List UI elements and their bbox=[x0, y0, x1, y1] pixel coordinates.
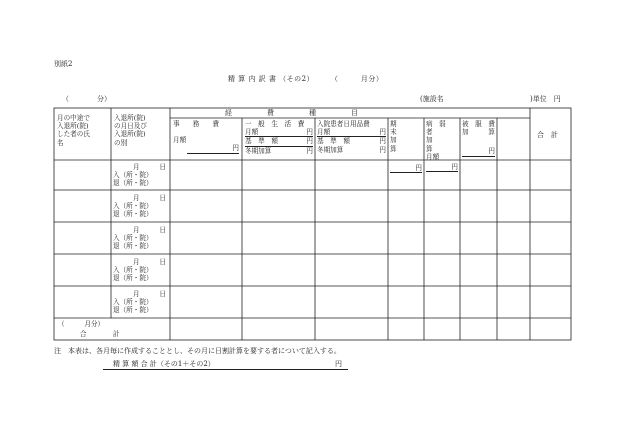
row-out: 退（所・院） bbox=[113, 179, 153, 188]
col-header-date bbox=[114, 114, 168, 147]
row-month-day: 月 日 bbox=[133, 163, 166, 171]
month-label: （ 分） bbox=[62, 95, 111, 103]
kimatsu-line-2: 加 算 bbox=[390, 136, 417, 153]
hifuku-line-2: 加 算 bbox=[462, 128, 495, 137]
kimatsu-yen: 円 bbox=[390, 164, 422, 173]
row-out: 退（所・院） bbox=[113, 306, 153, 315]
col-name-line-2: 入退所(院) bbox=[57, 122, 89, 131]
subheader-ippan bbox=[245, 120, 313, 155]
row-month-day: 月 日 bbox=[133, 226, 166, 234]
row-in: 入（所・院） bbox=[113, 234, 153, 243]
total-header: 合 計 bbox=[537, 131, 558, 139]
byojaku-line-2: 加 算 bbox=[426, 136, 453, 153]
subheader-jimu bbox=[173, 120, 239, 160]
subheader-nyuin bbox=[317, 120, 386, 154]
row-out: 退（所・院） bbox=[113, 242, 153, 251]
hifuku-yen: 円 bbox=[462, 147, 495, 156]
row-month-day: 月 日 bbox=[133, 290, 166, 298]
expense-header: 経 費 種 目 bbox=[225, 109, 358, 117]
ippan-winter-row: 冬期加算 円 bbox=[245, 146, 313, 155]
col-date-line-4: の別 bbox=[114, 138, 128, 147]
annex-label: 別紙2 bbox=[54, 60, 73, 68]
facility-name: (施設名 bbox=[420, 95, 444, 103]
row-in: 入（所・院） bbox=[113, 202, 153, 211]
nyuin-monthly-row: 月額 円 bbox=[317, 128, 386, 137]
byojaku-yen: 円 bbox=[426, 163, 458, 172]
row-out: 退（所・院） bbox=[113, 274, 153, 283]
row-out: 退（所・院） bbox=[113, 210, 153, 219]
row-in: 入（所・院） bbox=[113, 298, 153, 307]
ippan-label: 一 般 生 活 費 bbox=[245, 120, 305, 128]
footnote: 注 本表は、各月毎に作成することとし、その月に日割計算を要する者について記入する。 bbox=[54, 347, 341, 355]
kimatsu-line-1: 期 末 bbox=[390, 120, 417, 137]
byojaku-line-1: 病 弱 者 bbox=[426, 120, 453, 137]
hifuku-line-1: 被 服 費 bbox=[462, 120, 495, 128]
summary-total bbox=[103, 360, 348, 370]
unit-label: )単位 円 bbox=[530, 95, 561, 103]
subheader-kimatsu bbox=[390, 120, 422, 173]
nyuin-label: 入院患者日用品費 bbox=[317, 120, 370, 128]
col-name-line-4: 名 bbox=[57, 138, 64, 147]
jimu-monthly: 月額 bbox=[173, 136, 187, 145]
col-date-line-3: 入退所(院) bbox=[114, 130, 146, 139]
nyuin-kijun-row: 基 準 額 円 bbox=[317, 137, 386, 146]
total-row-label: 合 計 bbox=[80, 330, 120, 338]
summary-yen: 円 bbox=[335, 360, 342, 368]
table-row bbox=[113, 226, 168, 251]
row-in: 入（所・院） bbox=[113, 266, 153, 275]
col-date-line-1: 入退所(院) bbox=[114, 114, 146, 122]
table-row bbox=[113, 163, 168, 188]
title-month: （ 月分） bbox=[330, 75, 384, 83]
jimu-yen: 円 bbox=[187, 144, 239, 153]
title-text: 精 算 内 訳 書 （その2） bbox=[228, 75, 315, 83]
ippan-kijun-row: 基 準 額 円 bbox=[245, 137, 313, 146]
col-name-line-1: 月の中途で bbox=[57, 114, 90, 122]
total-row-month: （ 月分） bbox=[58, 320, 105, 328]
table-row bbox=[113, 258, 168, 283]
subheader-hifuku bbox=[462, 120, 495, 157]
byojaku-monthly: 月額 bbox=[426, 152, 440, 161]
col-header-name bbox=[57, 114, 109, 147]
col-date-line-2: の月日及び bbox=[114, 122, 147, 131]
table-row bbox=[113, 290, 168, 315]
ippan-monthly-row: 月額 円 bbox=[245, 128, 313, 137]
table-row bbox=[113, 194, 168, 219]
jimu-label: 事 務 費 bbox=[173, 120, 220, 128]
col-name-line-3: した者の氏 bbox=[57, 130, 90, 139]
nyuin-winter-row: 冬期加算 円 bbox=[317, 145, 386, 154]
summary-label: 精 算 額 合 計（その1＋その2） bbox=[113, 360, 215, 368]
row-month-day: 月 日 bbox=[133, 258, 166, 266]
row-month-day: 月 日 bbox=[133, 194, 166, 202]
subheader-byojaku bbox=[426, 120, 458, 172]
row-in: 入（所・院） bbox=[113, 171, 153, 180]
